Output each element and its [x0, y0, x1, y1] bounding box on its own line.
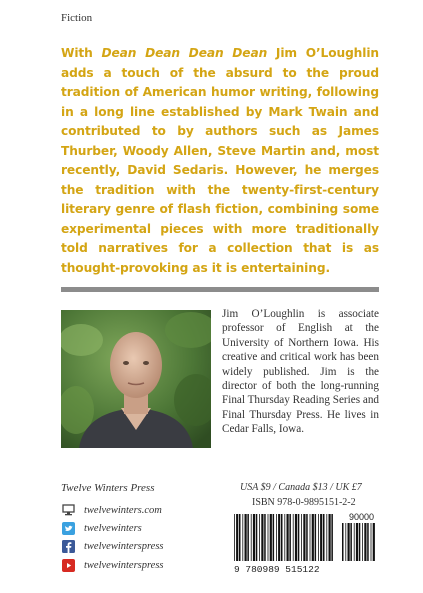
author-bio: Jim O’Loughlin is associate professor of English at the University of Northern Iowa. His creative and critical work has been widely published. Jim is the director of both the long-running Final Thursday Reading Series and Final Thursday Press. He lives in Cedar Falls, Iowa.	[222, 308, 380, 436]
divider-rule	[61, 287, 379, 292]
barcode-addon-bars	[342, 523, 375, 561]
blurb-lead: With	[61, 46, 102, 60]
author-photo	[61, 310, 211, 448]
blurb-body: Jim O’Loughlin adds a touch of the absurd to the proud tradition of American humor writing, following in a long line established by Mark Twain and contributed to by authors such as James Thurber, Woody Allen, Steve Martin and, most recently, David Sedaris. However, he merges the tradition with the twenty-first-century literary genre of flash fiction, combining some experimental pieces with more traditionally told narratives for a collection that is as thought-provoking as it is entertaining.	[61, 46, 379, 275]
barcode-addon-number: 90000	[348, 512, 374, 522]
isbn-barcode	[232, 512, 380, 574]
isbn-number: ISBN 978-0-9895151-2-2	[252, 497, 356, 508]
facebook-icon	[61, 540, 75, 553]
link-twitter[interactable]	[61, 520, 164, 536]
computer-icon	[61, 504, 75, 517]
publisher-links	[61, 502, 164, 576]
link-facebook[interactable]	[61, 539, 164, 555]
publisher-name: Twelve Winters Press	[61, 482, 155, 494]
book-title: Dean Dean Dean Dean	[101, 46, 268, 60]
youtube-icon	[61, 559, 75, 572]
barcode-bars	[234, 514, 333, 561]
link-youtube-text: twelvewinterspress	[84, 559, 164, 571]
book-blurb	[61, 44, 379, 278]
link-youtube[interactable]	[61, 557, 164, 573]
link-website-text: twelvewinters.com	[84, 504, 162, 516]
link-facebook-text: twelvewinterspress	[84, 541, 164, 553]
twitter-icon	[61, 522, 75, 535]
price-line: USA $9 / Canada $13 / UK £7	[240, 482, 362, 493]
link-website[interactable]	[61, 502, 164, 518]
link-twitter-text: twelvewinters	[84, 522, 142, 534]
genre-label: Fiction	[61, 12, 93, 24]
barcode-number: 9 780989 515122	[234, 564, 320, 574]
